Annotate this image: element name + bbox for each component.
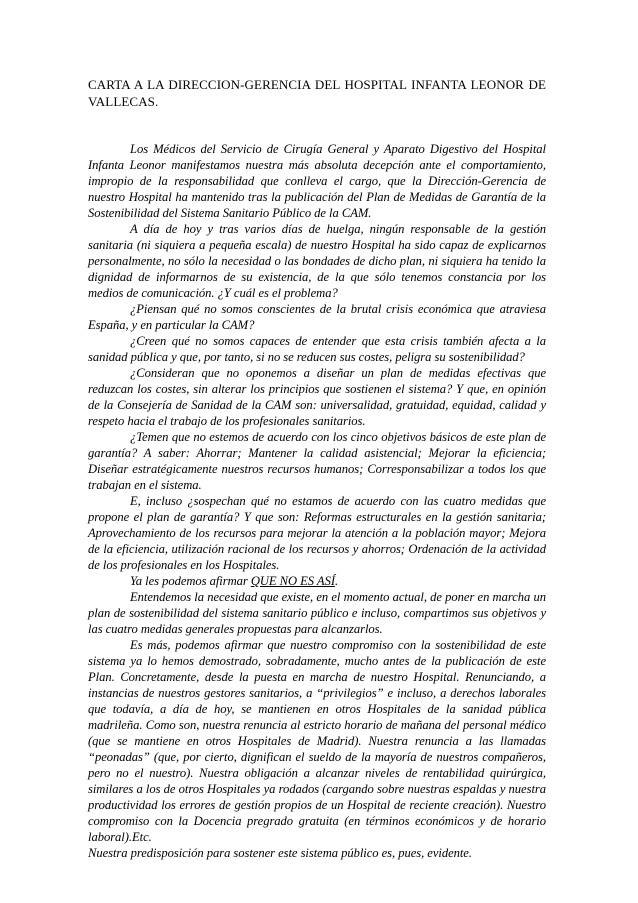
paragraph-compromiso: Es más, podemos afirmar que nuestro compromiso con la sostenibilidad de este sistema ya lo hemos demostrado, sobradamente, mucho antes de la publicación de este Plan. Concretamente, desde la puesta en marcha de nuestro Hospital. Renunciando, a instancias de nuestros gestores sanitarios, a “privilegios” e incluso, a derechos laborales que todavía, a día de hoy, se mantienen en otros Hospitales de la sanidad pública madrileña. Como son, nuestra renuncia al estricto horario de mañana del personal médico (que se mantiene en otros Hospitales de Madrid). Nuestra renuncia a las llamadas “peonadas” (que, por cierto, dignifican el sueldo de la mayoría de nuestros compañeros, pero no el nuestro). Nuestra obligación a alcanzar niveles de rentabilidad quirúrgica, similares a los de otros Hospitales ya rodados (cargando sobre nuestras espaldas y nuestra productividad los errores de gestión propios de un Hospital de reciente creación). Nuestro compromiso con la Docencia pregrado gratuita (en términos económicos y de horario laboral).Etc. xyxy=(88,638,546,844)
letter-title: CARTA A LA DIRECCION-GERENCIA DEL HOSPITAL INFANTA LEONOR DE VALLECAS. xyxy=(88,77,546,109)
letter-page xyxy=(88,76,546,861)
paragraph-entendemos: Entendemos la necesidad que existe, en el momento actual, de poner en marcha un plan de sostenibilidad del sistema sanitario público e incluso, compartimos sus objetivos y las cuatro medidas generales propuestas para alcanzarlos. xyxy=(88,590,546,636)
paragraph-cuatro-medidas: E, incluso ¿sospechan qué no estamos de acuerdo con las cuatro medidas que propone el plan de garantía? Y que son: Reformas estructurales en la gestión sanitaria; Aprovechamiento de los recursos para mejorar la atención a la población mayor; Mejora de la eficiencia, utilización racional de los recursos y ahorros; Ordenación de la actividad de los profesionales en los Hospitales. xyxy=(88,494,546,572)
afirmar-prefix: Ya les podemos afirmar xyxy=(130,574,251,588)
paragraph-huelga: A día de hoy y tras varios días de huelga, ningún responsable de la gestión sanitaria (ni siquiera a pequeña escala) de nuestro Hospital ha sido capaz de explicarnos personalmente, no sólo la necesidad o las bondades de dicho plan, ni siquiera ha tenido la dignidad de informarnos de su existencia, de la que sólo tenemos constancia por los medios de comunicación. ¿Y cuál es el problema? xyxy=(88,222,546,300)
letter-body xyxy=(88,141,546,861)
afirmar-emphasis: QUE NO ES ASÍ xyxy=(250,574,335,588)
afirmar-suffix: . xyxy=(334,574,339,588)
paragraph-intro: Los Médicos del Servicio de Cirugía General y Aparato Digestivo del Hospital Infanta Leonor manifestamos nuestra más absoluta decepción ante el comportamiento, impropio de la responsabilidad que conlleva el cargo, que la Dirección-Gerencia de nuestro Hospital ha mantenido tras la publicación del Plan de Medidas de Garantía de la Sostenibilidad del Sistema Sanitario Público de la CAM. xyxy=(88,142,546,220)
paragraph-objetivos: ¿Temen que no estemos de acuerdo con los cinco objetivos básicos de este plan de garantía? A saber: Ahorrar; Mantener la calidad asistencial; Mejorar la eficiencia; Diseñar estratégicamente nuestros recursos humanos; Corresponsabilizar a todos los que trabajan en el sistema. xyxy=(88,430,546,492)
paragraph-closing: Nuestra predisposición para sostener este sistema público es, pues, evidente. xyxy=(88,846,472,860)
paragraph-afirmar xyxy=(88,573,546,589)
paragraph-crisis: ¿Piensan qué no somos conscientes de la brutal crisis económica que atraviesa España, y en particular la CAM? xyxy=(88,302,546,332)
paragraph-medidas: ¿Consideran que no oponemos a diseñar un plan de medidas efectivas que reduzcan los costes, sin alterar los principios que sostienen el sistema? Y que, en opinión de la Consejería de Sanidad de la CAM son: universalidad, gratuidad, equidad, calidad y respeto hacia el trabajo de los profesionales sanitarios. xyxy=(88,366,546,428)
paragraph-sanidad: ¿Creen qué no somos capaces de entender que esta crisis también afecta a la sanidad pública y que, por tanto, si no se reducen sus costes, peligra su sostenibilidad? xyxy=(88,334,546,364)
